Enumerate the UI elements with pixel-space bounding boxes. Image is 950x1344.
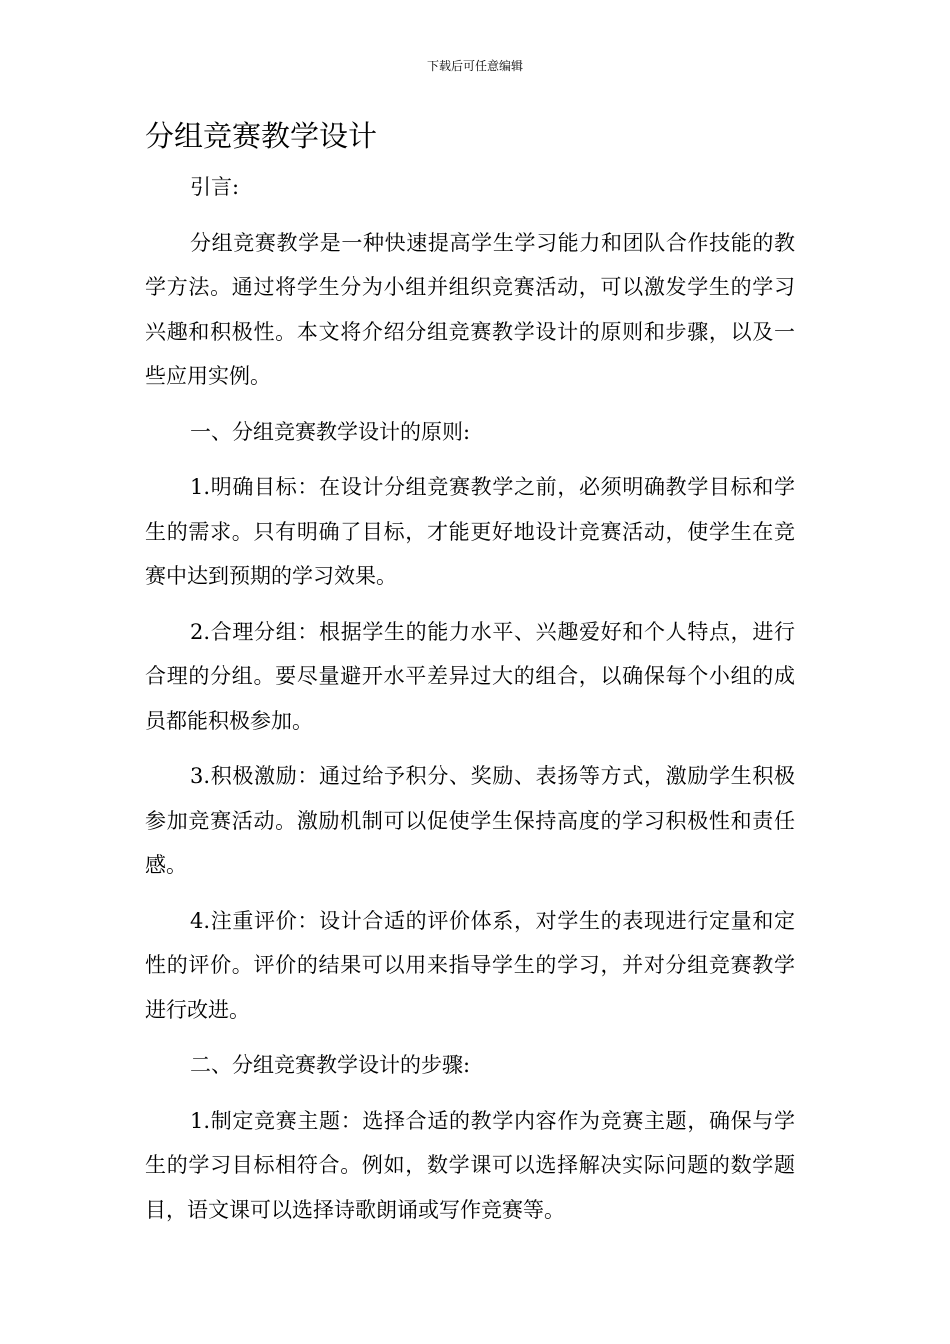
principle-item-4: 4.注重评价：设计合适的评价体系，对学生的表现进行定量和定性的评价。评价的结果可以用来指导学生的学习，并对分组竞赛教学进行改进。 — [145, 908, 795, 1022]
document-body — [145, 165, 795, 1243]
principle-item-3: 3.积极激励：通过给予积分、奖励、表扬等方式，激励学生积极参加竞赛活动。激励机制可以促使学生保持高度的学习积极性和责任感。 — [145, 764, 795, 877]
document-title: 分组竞赛教学设计 — [145, 119, 378, 153]
principle-item-1: 1.明确目标：在设计分组竞赛教学之前，必须明确教学目标和学生的需求。只有明确了目标，才能更好地设计竞赛活动，使学生在竞赛中达到预期的学习效果。 — [145, 475, 795, 588]
page-header-note: 下载后可任意编辑 — [426, 59, 523, 73]
intro-paragraph: 分组竞赛教学是一种快速提高学生学习能力和团队合作技能的教学方法。通过将学生分为小组并组织竞赛活动，可以激发学生的学习兴趣和积极性。本文将介绍分组竞赛教学设计的原则和步骤，以及一些应用实例。 — [145, 230, 795, 388]
section-heading-principles: 一、分组竞赛教学设计的原则: — [190, 419, 471, 444]
principle-item-2: 2.合理分组：根据学生的能力水平、兴趣爱好和个人特点，进行合理的分组。要尽量避开水平差异过大的组合，以确保每个小组的成员都能积极参加。 — [145, 619, 795, 733]
step-item-1: 1.制定竞赛主题：选择合适的教学内容作为竞赛主题，确保与学生的学习目标相符合。例如，数学课可以选择解决实际问题的数学题目，语文课可以选择诗歌朗诵或写作竞赛等。 — [145, 1108, 795, 1222]
intro-heading: 引言: — [190, 175, 240, 199]
section-heading-steps: 二、分组竞赛教学设计的步骤: — [190, 1053, 471, 1077]
